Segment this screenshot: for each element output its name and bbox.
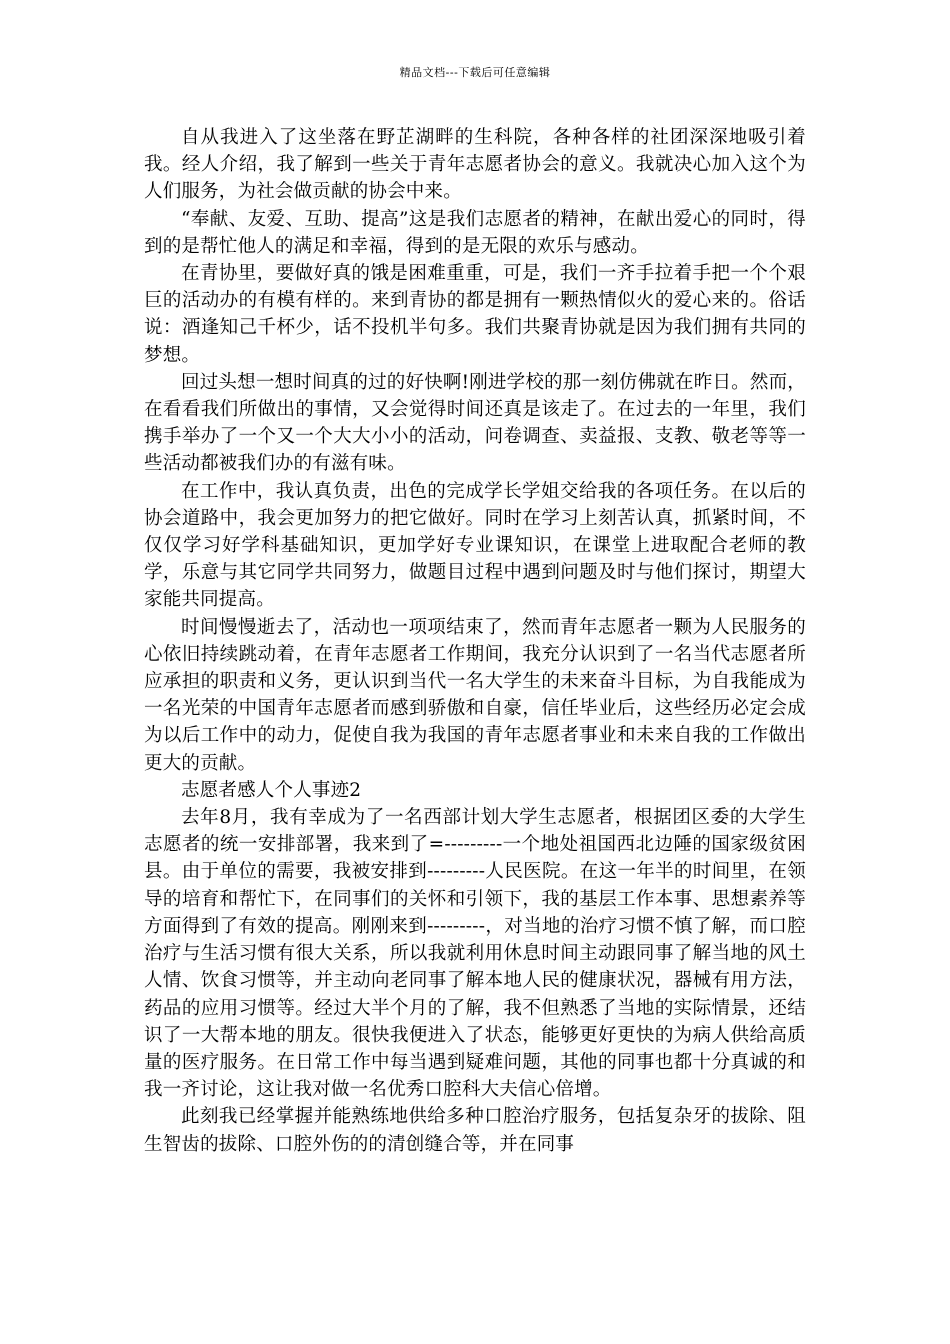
section-heading: 志愿者感人个人事迹2	[181, 779, 362, 801]
paragraph-7: 去年8月，我有幸成为了一名西部计划大学生志愿者，根据团区委的大学生志愿者的统一安排部署，我来到了=---------一个地处祖国西北边陲的国家级贫困县。由于单位的需要，我被安排到---------人民医院。在这一年半的时间里，在领导的培育和帮忙下，在同事们的关怀和引领下，我的基层工作本事、思想素养等方面得到了有效的提高。刚刚来到---------，对当地的治疗习惯不慎了解，而口腔治疗与生活习惯有很大关系，所以我就利用休息时间主动跟同事了解当地的风土人情、饮食习惯等，并主动向老同事了解本地人民的健康状况，器械有用方法，药品的应用习惯等。经过大半个月的了解，我不但熟悉了当地的实际情景，还结识了一大帮本地的朋友。很快我便进入了状态，能够更好更快的为病人供给高质量的医疗服务。在日常工作中每当遇到疑难问题，其他的同事也都十分真诚的和我一齐讨论，这让我对做一名优秀口腔科大夫信心倍增。	[144, 807, 806, 1101]
document-body	[144, 124, 806, 1158]
paragraph-2: “奉献、友爱、互助、提高”这是我们志愿者的精神，在献出爱心的同时，得到的是帮忙他人的满足和幸福，得到的是无限的欢乐与感动。	[144, 208, 806, 257]
paragraph-4: 回过头想一想时间真的过的好快啊!刚进学校的那一刻仿佛就在昨日。然而，在看看我们所做出的事情，又会觉得时间还真是该走了。在过去的一年里，我们携手举办了一个又一个大大小小的活动，问卷调查、卖益报、支教、敬老等等一些活动都被我们办的有滋有味。	[144, 371, 806, 475]
paragraph-1: 自从我进入了这坐落在野芷湖畔的生科院，各种各样的社团深深地吸引着我。经人介绍，我了解到一些关于青年志愿者协会的意义。我就决心加入这个为人们服务，为社会做贡献的协会中来。	[144, 127, 806, 203]
paragraph-6: 时间慢慢逝去了，活动也一项项结束了，然而青年志愿者一颗为人民服务的心依旧持续跳动着，在青年志愿者工作期间，我充分认识到了一名当代志愿者所应承担的职责和义务，更认识到当代一名大学生的未来奋斗目标，为自我能成为一名光荣的中国青年志愿者而感到骄傲和自豪，信任毕业后，这些经历必定会成为以后工作中的动力，促使自我为我国的青年志愿者事业和未来自我的工作做出更大的贡献。	[144, 616, 806, 774]
page-header: 精品文档---下载后可任意编辑	[399, 66, 551, 79]
paragraph-3: 在青协里，要做好真的饿是困难重重，可是，我们一齐手拉着手把一个个艰巨的活动办的有模有样的。来到青协的都是拥有一颗热情似火的爱心来的。俗话说：酒逢知己千杯少，话不投机半句多。我们共聚青协就是因为我们拥有共同的梦想。	[144, 263, 806, 366]
paragraph-5: 在工作中，我认真负责，出色的完成学长学姐交给我的各项任务。在以后的协会道路中，我会更加努力的把它做好。同时在学习上刻苦认真，抓紧时间，不仅仅学习好学科基础知识，更加学好专业课知识，在课堂上进取配合老师的教学，乐意与其它同学共同努力，做题目过程中遇到问题及时与他们探讨，期望大家能共同提高。	[144, 480, 806, 611]
paragraph-8: 此刻我已经掌握并能熟练地供给多种口腔治疗服务，包括复杂牙的拔除、阻生智齿的拔除、口腔外伤的的清创缝合等，并在同事	[144, 1106, 806, 1155]
